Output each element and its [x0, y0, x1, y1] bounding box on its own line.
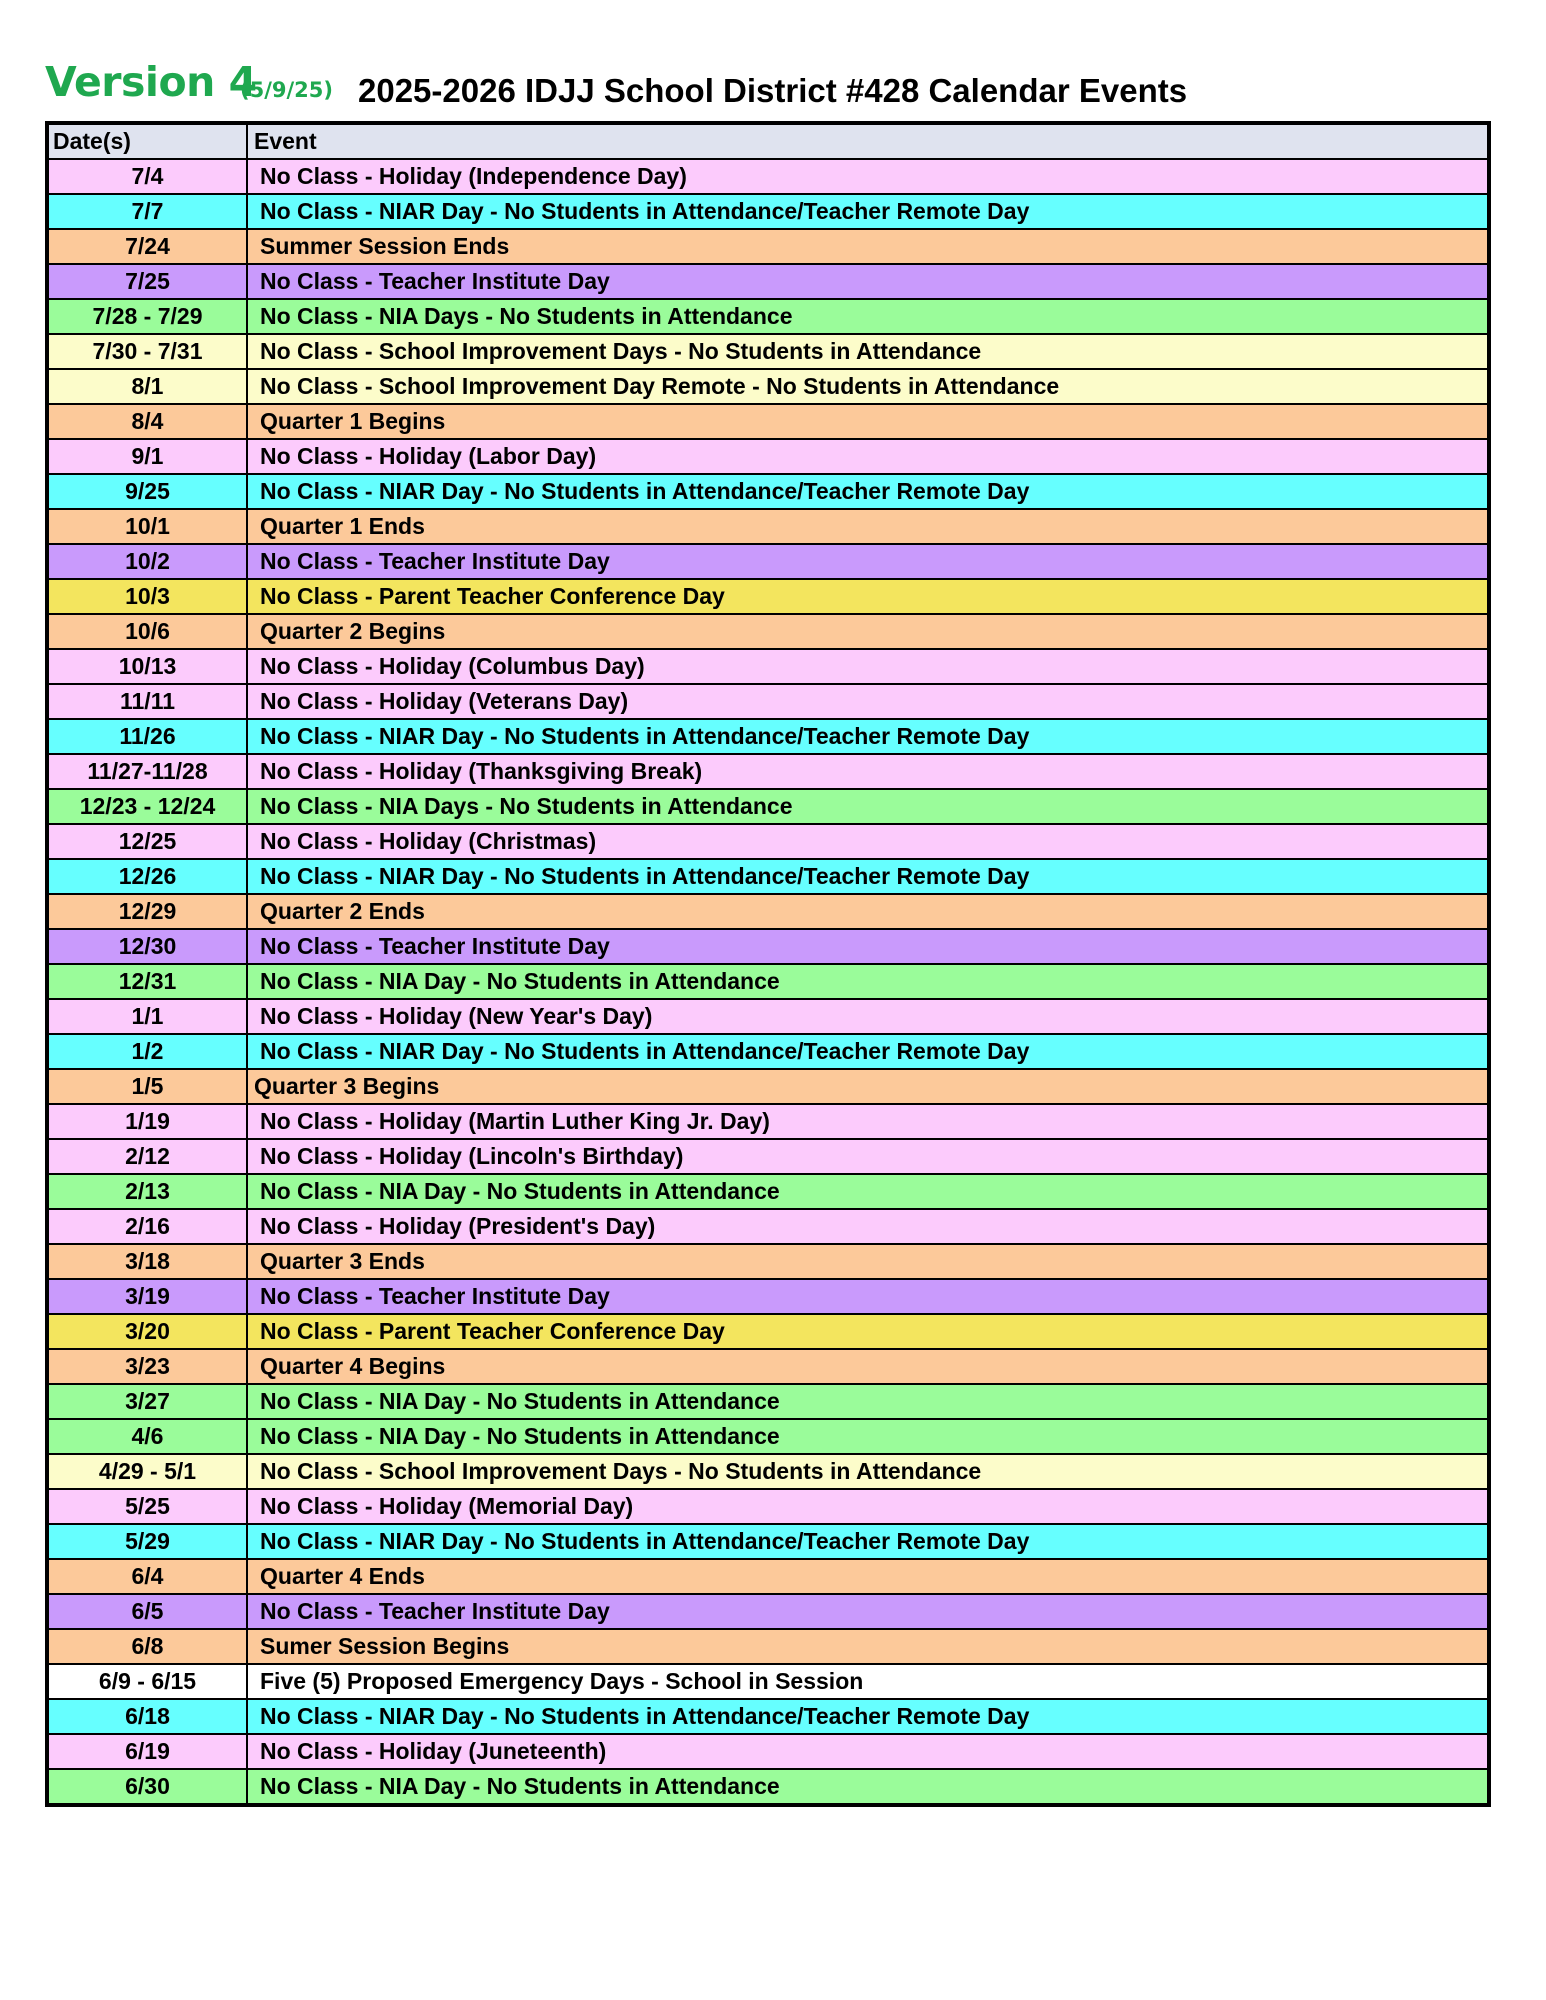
event-cell: No Class - Parent Teacher Conference Day — [247, 579, 1489, 614]
date-cell: 7/25 — [47, 264, 247, 299]
date-cell: 3/19 — [47, 1279, 247, 1314]
event-cell: No Class - Teacher Institute Day — [247, 1279, 1489, 1314]
event-cell: No Class - NIAR Day - No Students in Attendance/Teacher Remote Day — [247, 474, 1489, 509]
date-cell: 12/30 — [47, 929, 247, 964]
table-row — [47, 1104, 1489, 1139]
date-cell: 7/7 — [47, 194, 247, 229]
table-row — [47, 789, 1489, 824]
event-cell: No Class - Holiday (Labor Day) — [247, 439, 1489, 474]
table-row — [47, 439, 1489, 474]
event-cell: No Class - NIAR Day - No Students in Attendance/Teacher Remote Day — [247, 1034, 1489, 1069]
table-row — [47, 999, 1489, 1034]
table-row — [47, 1139, 1489, 1174]
table-header-row — [47, 123, 1489, 159]
date-cell: 10/2 — [47, 544, 247, 579]
event-cell: No Class - NIAR Day - No Students in Attendance/Teacher Remote Day — [247, 194, 1489, 229]
version-label: Version 4 — [45, 58, 257, 106]
event-cell: No Class - School Improvement Days - No Students in Attendance — [247, 334, 1489, 369]
date-cell: 4/6 — [47, 1419, 247, 1454]
table-row — [47, 474, 1489, 509]
event-cell: No Class - Holiday (Independence Day) — [247, 159, 1489, 194]
event-cell: No Class - Holiday (Thanksgiving Break) — [247, 754, 1489, 789]
date-cell: 5/25 — [47, 1489, 247, 1524]
date-cell: 11/27-11/28 — [47, 754, 247, 789]
event-cell: No Class - NIAR Day - No Students in Attendance/Teacher Remote Day — [247, 1524, 1489, 1559]
event-cell: No Class - NIA Day - No Students in Attendance — [247, 964, 1489, 999]
event-column-header: Event — [247, 123, 1489, 159]
table-row — [47, 264, 1489, 299]
table-row — [47, 1034, 1489, 1069]
date-cell: 12/31 — [47, 964, 247, 999]
event-cell: Quarter 2 Ends — [247, 894, 1489, 929]
table-row — [47, 1314, 1489, 1349]
date-cell: 8/4 — [47, 404, 247, 439]
table-row — [47, 1629, 1489, 1664]
event-cell: Five (5) Proposed Emergency Days - School in Session — [247, 1664, 1489, 1699]
date-cell: 3/20 — [47, 1314, 247, 1349]
date-cell: 6/8 — [47, 1629, 247, 1664]
date-cell: 6/19 — [47, 1734, 247, 1769]
event-cell: No Class - NIAR Day - No Students in Attendance/Teacher Remote Day — [247, 859, 1489, 894]
date-cell: 11/11 — [47, 684, 247, 719]
event-cell: No Class - Holiday (Martin Luther King Jr. Day) — [247, 1104, 1489, 1139]
date-cell: 6/18 — [47, 1699, 247, 1734]
table-row — [47, 1559, 1489, 1594]
date-cell: 6/4 — [47, 1559, 247, 1594]
table-row — [47, 1209, 1489, 1244]
table-row — [47, 719, 1489, 754]
event-cell: Quarter 1 Ends — [247, 509, 1489, 544]
event-cell: Quarter 3 Begins — [247, 1069, 1489, 1104]
table-row — [47, 1244, 1489, 1279]
table-row — [47, 194, 1489, 229]
event-cell: Quarter 4 Begins — [247, 1349, 1489, 1384]
table-row — [47, 1349, 1489, 1384]
event-cell: No Class - Holiday (President's Day) — [247, 1209, 1489, 1244]
table-row — [47, 1734, 1489, 1769]
event-cell: No Class - NIA Days - No Students in Attendance — [247, 789, 1489, 824]
date-cell: 12/29 — [47, 894, 247, 929]
event-cell: No Class - NIA Day - No Students in Attendance — [247, 1769, 1489, 1805]
event-cell: Summer Session Ends — [247, 229, 1489, 264]
date-cell: 7/24 — [47, 229, 247, 264]
table-row — [47, 824, 1489, 859]
date-cell: 2/13 — [47, 1174, 247, 1209]
table-row — [47, 1279, 1489, 1314]
table-row — [47, 509, 1489, 544]
table-row — [47, 929, 1489, 964]
date-cell: 3/18 — [47, 1244, 247, 1279]
event-cell: No Class - Holiday (Juneteenth) — [247, 1734, 1489, 1769]
date-cell: 3/23 — [47, 1349, 247, 1384]
date-cell: 1/2 — [47, 1034, 247, 1069]
table-row — [47, 684, 1489, 719]
table-row — [47, 894, 1489, 929]
event-cell: No Class - NIAR Day - No Students in Attendance/Teacher Remote Day — [247, 719, 1489, 754]
date-cell: 1/5 — [47, 1069, 247, 1104]
date-cell: 3/27 — [47, 1384, 247, 1419]
calendar-events-table — [45, 121, 1491, 1807]
table-row — [47, 1594, 1489, 1629]
table-row — [47, 1524, 1489, 1559]
document-header — [45, 58, 1505, 118]
event-cell: No Class - Holiday (Lincoln's Birthday) — [247, 1139, 1489, 1174]
event-cell: No Class - Teacher Institute Day — [247, 929, 1489, 964]
table-row — [47, 299, 1489, 334]
event-cell: No Class - School Improvement Day Remote - No Students in Attendance — [247, 369, 1489, 404]
date-cell: 2/12 — [47, 1139, 247, 1174]
date-cell: 12/23 - 12/24 — [47, 789, 247, 824]
date-cell: 10/6 — [47, 614, 247, 649]
table-row — [47, 544, 1489, 579]
date-cell: 6/9 - 6/15 — [47, 1664, 247, 1699]
date-column-header: Date(s) — [47, 123, 247, 159]
date-cell: 2/16 — [47, 1209, 247, 1244]
table-row — [47, 1664, 1489, 1699]
event-cell: No Class - Teacher Institute Day — [247, 1594, 1489, 1629]
event-cell: No Class - Parent Teacher Conference Day — [247, 1314, 1489, 1349]
date-cell: 11/26 — [47, 719, 247, 754]
date-cell: 5/29 — [47, 1524, 247, 1559]
table-row — [47, 1174, 1489, 1209]
date-cell: 1/1 — [47, 999, 247, 1034]
event-cell: No Class - Holiday (Christmas) — [247, 824, 1489, 859]
date-cell: 6/30 — [47, 1769, 247, 1805]
table-row — [47, 369, 1489, 404]
date-cell: 7/30 - 7/31 — [47, 334, 247, 369]
table-row — [47, 1699, 1489, 1734]
event-cell: No Class - Holiday (Columbus Day) — [247, 649, 1489, 684]
event-cell: Quarter 3 Ends — [247, 1244, 1489, 1279]
date-cell: 6/5 — [47, 1594, 247, 1629]
date-cell: 8/1 — [47, 369, 247, 404]
table-body — [47, 159, 1489, 1805]
event-cell: No Class - Holiday (Veterans Day) — [247, 684, 1489, 719]
date-cell: 9/25 — [47, 474, 247, 509]
date-cell: 7/28 - 7/29 — [47, 299, 247, 334]
table-row — [47, 1384, 1489, 1419]
table-row — [47, 964, 1489, 999]
event-cell: No Class - NIA Day - No Students in Attendance — [247, 1174, 1489, 1209]
table-row — [47, 614, 1489, 649]
table-row — [47, 159, 1489, 194]
table-row — [47, 1419, 1489, 1454]
table-row — [47, 579, 1489, 614]
event-cell: Sumer Session Begins — [247, 1629, 1489, 1664]
table-row — [47, 1489, 1489, 1524]
table-row — [47, 754, 1489, 789]
event-cell: No Class - NIA Day - No Students in Attendance — [247, 1419, 1489, 1454]
table-row — [47, 229, 1489, 264]
date-cell: 10/3 — [47, 579, 247, 614]
event-cell: Quarter 2 Begins — [247, 614, 1489, 649]
event-cell: No Class - NIAR Day - No Students in Attendance/Teacher Remote Day — [247, 1699, 1489, 1734]
version-date: (5/9/25) — [240, 78, 333, 102]
event-cell: No Class - Teacher Institute Day — [247, 264, 1489, 299]
date-cell: 10/1 — [47, 509, 247, 544]
date-cell: 12/26 — [47, 859, 247, 894]
table-row — [47, 1769, 1489, 1805]
table-row — [47, 1454, 1489, 1489]
date-cell: 9/1 — [47, 439, 247, 474]
date-cell: 12/25 — [47, 824, 247, 859]
table-row — [47, 404, 1489, 439]
event-cell: No Class - Holiday (Memorial Day) — [247, 1489, 1489, 1524]
event-cell: No Class - Holiday (New Year's Day) — [247, 999, 1489, 1034]
table-row — [47, 649, 1489, 684]
event-cell: Quarter 1 Begins — [247, 404, 1489, 439]
event-cell: No Class - Teacher Institute Day — [247, 544, 1489, 579]
table-row — [47, 859, 1489, 894]
event-cell: No Class - School Improvement Days - No Students in Attendance — [247, 1454, 1489, 1489]
event-cell: No Class - NIA Days - No Students in Attendance — [247, 299, 1489, 334]
event-cell: No Class - NIA Day - No Students in Attendance — [247, 1384, 1489, 1419]
date-cell: 7/4 — [47, 159, 247, 194]
table-row — [47, 1069, 1489, 1104]
page-title: 2025-2026 IDJJ School District #428 Calendar Events — [358, 72, 1188, 109]
table-row — [47, 334, 1489, 369]
date-cell: 10/13 — [47, 649, 247, 684]
event-cell: Quarter 4 Ends — [247, 1559, 1489, 1594]
date-cell: 4/29 - 5/1 — [47, 1454, 247, 1489]
date-cell: 1/19 — [47, 1104, 247, 1139]
